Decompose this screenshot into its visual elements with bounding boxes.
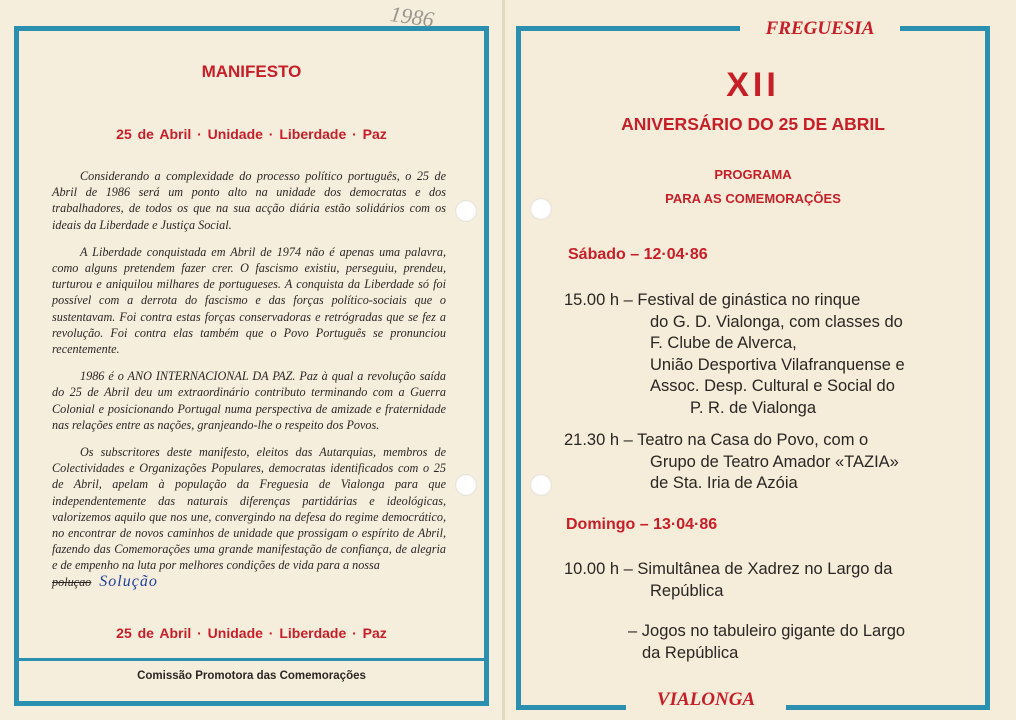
anniversary-numeral: XII [726,66,780,104]
event-line: Teatro na Casa do Povo, com o [637,431,869,449]
event-line: Grupo de Teatro Amador «TAZIA» [650,452,899,471]
handwritten-note: 1986 [388,1,436,32]
paragraph-3: 1986 é o ANO INTERNACIONAL DA PAZ. Paz à qual a revolução saída do 25 de Abril deu um extraordinário contributo terminando com a Guerra Colonial e posicionando Portugal numa perspectiva de amizade e fraternidade nas relações entre as nações, granjeando-lhe o respeito dos Povos. [52,369,446,432]
punch-hole [455,474,477,496]
event-line: P. R. de Vialonga [690,398,816,417]
footer-divider [19,658,484,661]
day-heading-sunday: Domingo – 13·04·86 [566,516,718,533]
page-fold [502,0,505,720]
paragraph-2: A Liberdade conquistada em Abril de 1974 não é apenas uma palavra, como alguns pretendem fazer crer. O fascismo existiu, perseguiu, prendeu, turturou e aniquilou milhares de portugueses. A conquista da Liberdade só foi possível com a derrota do fascismo e das forças político-sociais que o sustentavam. Foi contra estas forças conservadoras e retrógradas que se fez a revolução. Foi contra elas também que o Povo Português se pronunciou recentemente. [52,244,446,357]
event-line: Assoc. Desp. Cultural e Social do [650,377,895,395]
day-heading-saturday: Sábado – 12·04·86 [568,246,708,263]
event-line: República [650,581,724,600]
motto-bottom: 25 de Abril · Unidade · Liberdade · Paz [116,625,387,641]
paragraph-1: Considerando a complexidade do processo político português, o 25 de Abril de 1986 será um ponto alto na unidade dos democratas e dos trabalhadores, de todos os que na sua acção diária estão solidários com os ideais da Liberdade e Justiça Social. [52,169,446,232]
program-label: PROGRAMA [714,167,792,182]
motto-top: 25 de Abril · Unidade · Liberdade · Paz [116,126,387,142]
punch-hole [530,198,552,220]
event-saturday-2 [564,430,976,495]
event-saturday-1 [564,290,976,419]
paragraph-4-text: Os subscritores deste manifesto, eleitos das Autarquias, membros de Colectividades e Organizações Populares, democratas identificados com o 25 de Abril, apelam à população da Freguesia de Vialonga para que independentemente das naturais diferenças partidárias e ideológicas, valorizemos aquilo que nos une, convergindo na defesa do regime democrático, no encontrar de novos caminhos de unidade que prossigam o espírito de Abril, fazendo das Comemorações uma grande manifestação de confiança, de alegria e de empenho na luta por melhores condições de vida para a nossa [52,445,446,573]
anniversary-heading: ANIVERSÁRIO DO 25 DE ABRIL [621,114,885,134]
event-line: Simultânea de Xadrez no Largo da [637,560,893,578]
event-time: 15.00 h – [564,291,633,309]
event-line: da República [642,643,739,662]
vialonga-label: VIALONGA [626,689,786,711]
event-time: – [628,622,638,640]
event-line: União Desportiva Vilafranquense e [650,355,905,374]
program-subtitle: PARA AS COMEMORAÇÕES [665,191,841,206]
event-sunday-2 [564,621,976,664]
event-line: de Sta. Iria de Azóia [650,474,798,492]
freguesia-label: FREGUESIA [740,18,900,40]
event-line: Festival de ginástica no rinque [637,291,861,309]
event-time: 21.30 h – [564,431,633,449]
punch-hole [530,474,552,496]
manifesto-title: MANIFESTO [201,62,302,81]
event-line: do G. D. Vialonga, com classes do [650,312,903,331]
event-line: Jogos no tabuleiro gigante do Largo [641,622,906,640]
event-time: 10.00 h – [564,560,633,578]
committee-footer: Comissão Promotora das Comemorações [137,670,366,682]
struck-word: poluçao [52,574,92,589]
event-sunday-1 [564,559,976,602]
event-line: F. Clube de Alverca, [650,334,797,352]
handwritten-correction: Solução [99,572,158,590]
punch-hole [455,200,477,222]
manifesto-body [52,168,446,601]
paragraph-4 [52,444,446,590]
